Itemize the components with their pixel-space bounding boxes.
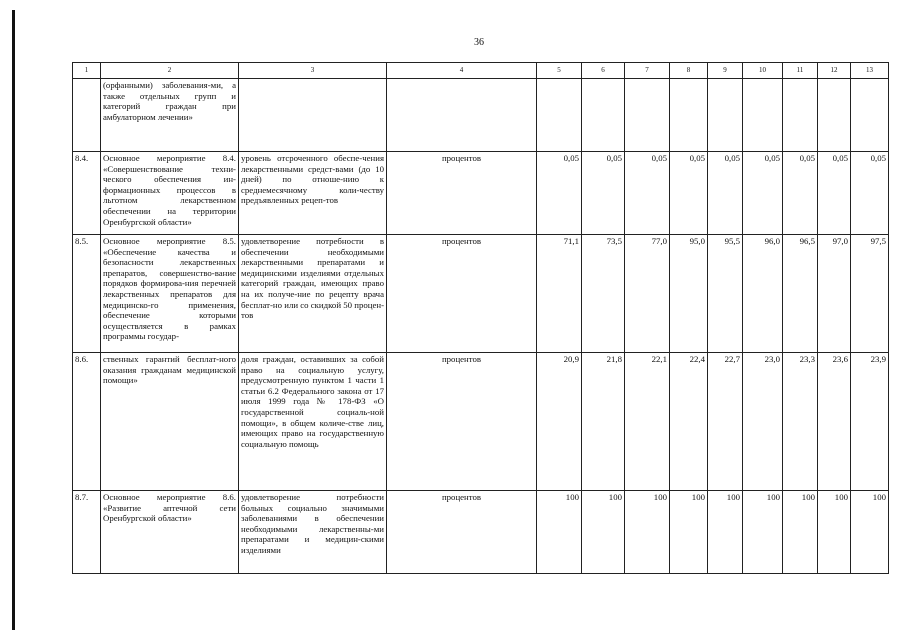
value-cell: 0,05 [625, 152, 670, 235]
value-cell [670, 79, 708, 152]
table-row [73, 491, 889, 574]
value-cell: 97,0 [818, 235, 851, 353]
value-cell: 0,05 [537, 152, 582, 235]
header-cell: 7 [625, 63, 670, 79]
indicator-cell: удовлетворение потребности больных социально значимыми заболеваниями в обеспечении необходимыми лекарственны-ми препаратами и медицин-скими изделиями [239, 491, 387, 574]
value-cell: 0,05 [783, 152, 818, 235]
value-cell: 100 [818, 491, 851, 574]
value-cell [743, 79, 783, 152]
value-cell [851, 79, 889, 152]
value-cell: 22,1 [625, 353, 670, 491]
header-cell: 2 [101, 63, 239, 79]
header-cell: 9 [708, 63, 743, 79]
value-cell: 96,5 [783, 235, 818, 353]
value-cell: 96,0 [743, 235, 783, 353]
indicator-cell: уровень отсроченного обеспе-чения лекарственными средст-вами (до 10 дней) по отноше-нию к среднемесячному коли-честву предъявленных рецеп-тов [239, 152, 387, 235]
value-cell: 100 [537, 491, 582, 574]
value-cell: 22,4 [670, 353, 708, 491]
value-cell: 21,8 [582, 353, 625, 491]
header-cell: 11 [783, 63, 818, 79]
value-cell: 95,5 [708, 235, 743, 353]
value-cell: 77,0 [625, 235, 670, 353]
value-cell: 73,5 [582, 235, 625, 353]
value-cell: 97,5 [851, 235, 889, 353]
unit-cell: процентов [387, 353, 537, 491]
value-cell: 0,05 [818, 152, 851, 235]
value-cell [708, 79, 743, 152]
header-cell: 5 [537, 63, 582, 79]
value-cell: 95,0 [670, 235, 708, 353]
indicator-cell [239, 79, 387, 152]
value-cell [582, 79, 625, 152]
unit-cell: процентов [387, 235, 537, 353]
value-cell [783, 79, 818, 152]
measure-cell: Основное мероприятие 8.4. «Совершенствование техни-ческого обеспечения ин-формационных процессов в льготном лекарственном обеспечении на территории Оренбургской области» [101, 152, 239, 235]
header-cell: 6 [582, 63, 625, 79]
table-row [73, 79, 889, 152]
value-cell: 20,9 [537, 353, 582, 491]
header-cell: 12 [818, 63, 851, 79]
row-code: 8.6. [73, 353, 101, 491]
value-cell: 100 [670, 491, 708, 574]
value-cell: 0,05 [743, 152, 783, 235]
header-cell: 1 [73, 63, 101, 79]
value-cell: 71,1 [537, 235, 582, 353]
value-cell: 23,9 [851, 353, 889, 491]
value-cell: 100 [743, 491, 783, 574]
indicator-cell: удовлетворение потребности в обеспечении необходимыми лекарственными препаратами и медицинскими изделиями отдельных категорий граждан, имеющих право на их получе-ние по рецепту врача бесплат-но или со скидкой 50 процен-тов [239, 235, 387, 353]
value-cell: 22,7 [708, 353, 743, 491]
measure-cell: Основное мероприятие 8.5. «Обеспечение качества и безопасности лекарственных препаратов, совершенство-вание порядков формирова-ния перечней лекарственных препаратов для медицинско-го применения, обеспечение которыми осуществляется в рамках программы государ- [101, 235, 239, 353]
value-cell: 0,05 [582, 152, 625, 235]
page-number: 36 [474, 37, 484, 48]
row-code: 8.5. [73, 235, 101, 353]
header-cell: 4 [387, 63, 537, 79]
row-code: 8.7. [73, 491, 101, 574]
measure-cell: Основное мероприятие 8.6. «Развитие аптечной сети Оренбургской области» [101, 491, 239, 574]
unit-cell: процентов [387, 152, 537, 235]
measure-cell: (орфанными) заболевания-ми, а также отдельных групп и категорий граждан при амбулаторном лечении» [101, 79, 239, 152]
value-cell: 0,05 [670, 152, 708, 235]
indicator-cell: доля граждан, оставивших за собой право на социальную услугу, предусмотренную пунктом 1 части 1 статьи 6.2 Федерального закона от 17 июля 1999 года № 178-ФЗ «О государственной социаль-ной помощи», в общем количе-стве лиц, имеющих право на государственную социальную помощь [239, 353, 387, 491]
value-cell: 23,0 [743, 353, 783, 491]
value-cell: 100 [625, 491, 670, 574]
unit-cell: процентов [387, 491, 537, 574]
unit-cell [387, 79, 537, 152]
value-cell: 0,05 [851, 152, 889, 235]
row-code: 8.4. [73, 152, 101, 235]
value-cell: 23,3 [783, 353, 818, 491]
value-cell: 23,6 [818, 353, 851, 491]
value-cell [537, 79, 582, 152]
table-row [73, 152, 889, 235]
value-cell: 100 [582, 491, 625, 574]
table-row [73, 353, 889, 491]
value-cell: 100 [851, 491, 889, 574]
indicators-table [72, 62, 889, 574]
header-cell: 8 [670, 63, 708, 79]
value-cell: 100 [783, 491, 818, 574]
value-cell [818, 79, 851, 152]
row-code [73, 79, 101, 152]
value-cell: 100 [708, 491, 743, 574]
header-cell: 3 [239, 63, 387, 79]
left-margin-bar [12, 10, 15, 630]
header-cell: 10 [743, 63, 783, 79]
value-cell [625, 79, 670, 152]
measure-cell: ственных гарантий бесплат-ного оказания гражданам медицинской помощи» [101, 353, 239, 491]
header-row [73, 63, 889, 79]
table-row [73, 235, 889, 353]
value-cell: 0,05 [708, 152, 743, 235]
header-cell: 13 [851, 63, 889, 79]
